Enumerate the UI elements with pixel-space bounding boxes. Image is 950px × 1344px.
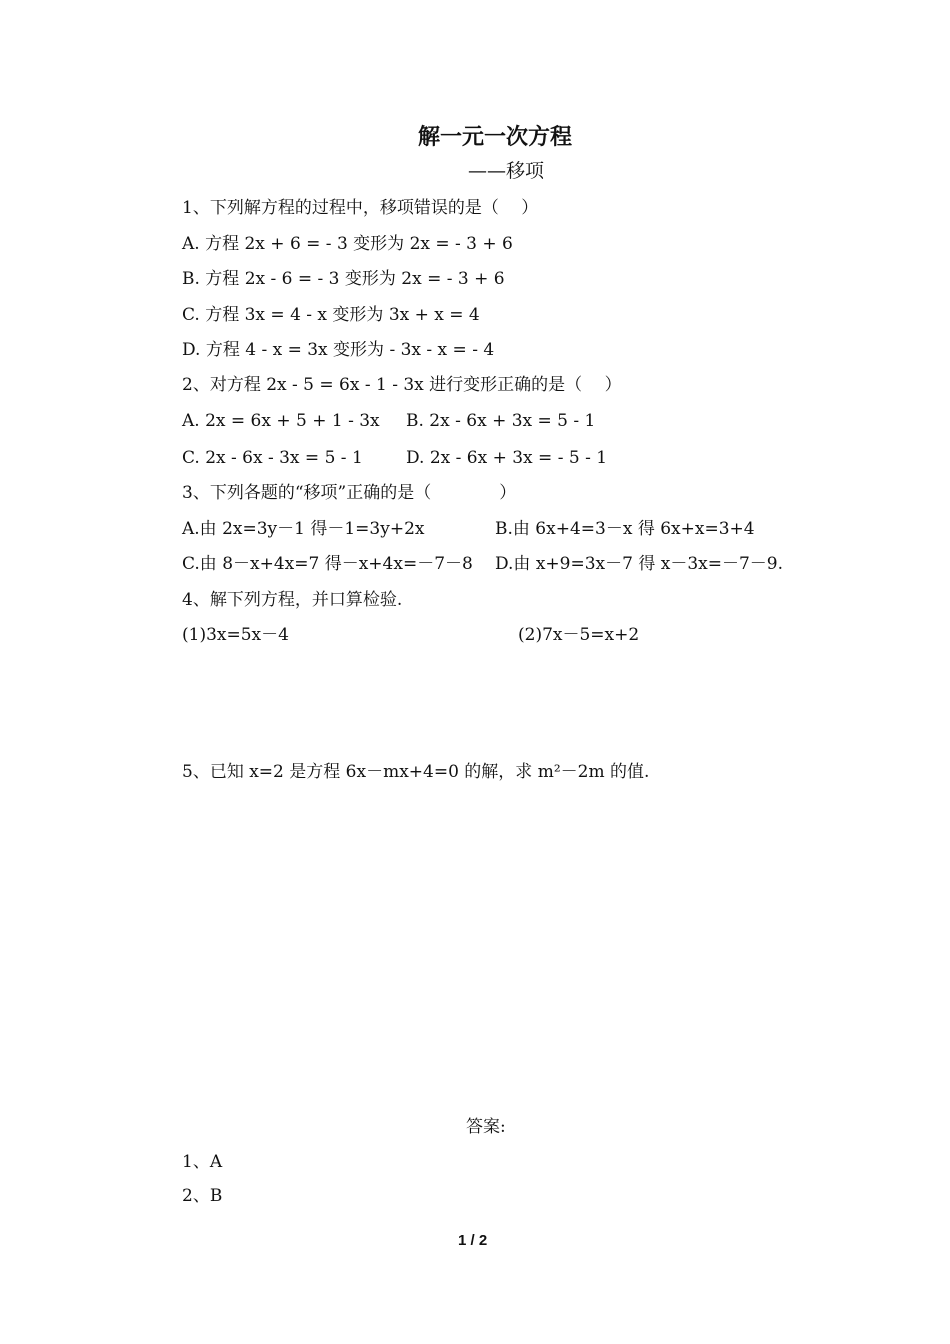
question-4-stem: 4、解下列方程，并口算检验. <box>182 590 403 610</box>
answers-heading: 答案: <box>466 1117 506 1137</box>
question-3-stem: 3、下列各题的“移项”正确的是（ ） <box>182 483 517 503</box>
question-2-option-d: D. 2x - 6x + 3x = - 5 - 1 <box>406 448 608 468</box>
question-1-option-c: C. 方程 3x = 4 - x 变形为 3x + x = 4 <box>182 305 480 325</box>
question-3-option-d: D.由 x+9=3x－7 得 x－3x=－7－9. <box>495 554 784 574</box>
question-2-stem: 2、对方程 2x - 5 = 6x - 1 - 3x 进行变形正确的是（ ） <box>182 375 622 395</box>
page-number: 1 / 2 <box>458 1232 488 1249</box>
question-2-option-b: B. 2x - 6x + 3x = 5 - 1 <box>406 411 596 431</box>
page-subtitle: ——移项 <box>468 160 545 182</box>
question-1-option-b: B. 方程 2x - 6 = - 3 变形为 2x = - 3 + 6 <box>182 269 505 289</box>
question-3-option-a: A.由 2x=3y－1 得－1=3y+2x <box>182 519 425 539</box>
question-1-stem: 1、下列解方程的过程中，移项错误的是（ ） <box>182 198 539 218</box>
question-2-option-c: C. 2x - 6x - 3x = 5 - 1 <box>182 448 363 468</box>
question-1-option-d: D. 方程 4 - x = 3x 变形为 - 3x - x = - 4 <box>182 340 495 360</box>
question-3-option-c: C.由 8－x+4x=7 得－x+4x=－7－8 <box>182 554 473 574</box>
answer-2: 2、B <box>182 1186 223 1206</box>
question-1-option-a: A. 方程 2x + 6 = - 3 变形为 2x = - 3 + 6 <box>182 234 513 254</box>
question-2-option-a: A. 2x = 6x + 5 + 1 - 3x <box>182 411 380 431</box>
question-5-stem: 5、已知 x=2 是方程 6x－mx+4=0 的解，求 m²－2m 的值. <box>182 762 650 782</box>
question-4-part-2: (2)7x－5=x+2 <box>518 625 640 645</box>
page-title: 解一元一次方程 <box>418 124 573 150</box>
question-4-part-1: (1)3x=5x－4 <box>182 625 289 645</box>
answer-1: 1、A <box>182 1152 223 1172</box>
question-3-option-b: B.由 6x+4=3－x 得 6x+x=3+4 <box>495 519 755 539</box>
